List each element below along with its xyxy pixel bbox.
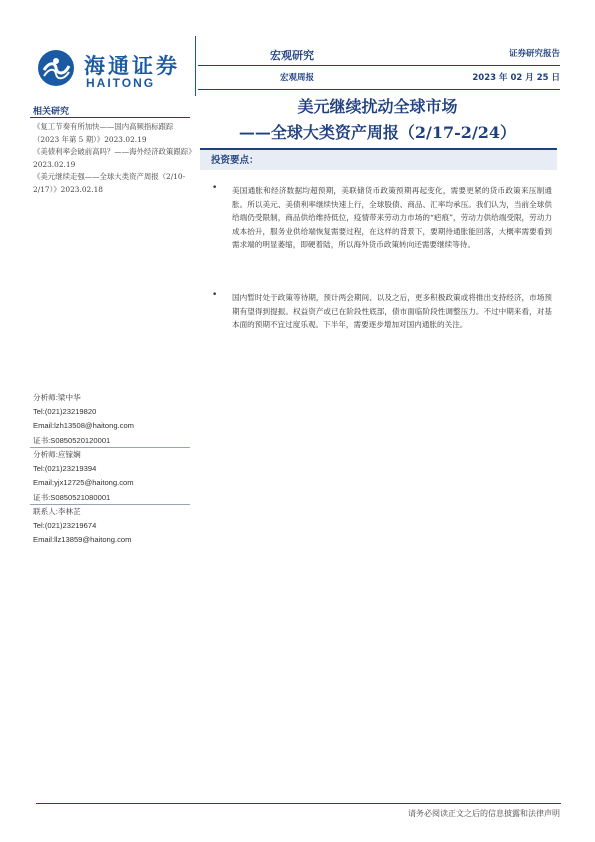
related-title-rule: [30, 117, 190, 118]
header-rule-bottom: [198, 89, 560, 90]
bullet-icon: •: [212, 183, 218, 193]
analyst-phone: Tel:(021)23219394: [33, 464, 97, 473]
contact-phone: Tel:(021)23219674: [33, 521, 97, 530]
report-subcategory: 宏观周报: [280, 73, 315, 83]
report-date: 2023 年 02 月 25 日: [472, 73, 560, 83]
bullet-icon: •: [212, 290, 218, 300]
analyst-cert: 证书:S0850521080001: [33, 493, 111, 502]
header-divider: [195, 36, 196, 96]
footer-rule: [36, 803, 561, 804]
analyst-phone: Tel:(021)23219820: [33, 407, 97, 416]
related-item[interactable]: 《美元继续走强——全球大类资产周报（2/10-2/17）》2023.02.18: [33, 172, 186, 194]
logo-wave-icon: [38, 50, 74, 86]
related-item[interactable]: 《美债利率会破前高吗？——海外经济政策跟踪》2023.02.19: [33, 147, 192, 169]
analyst-name: 分析师:应镓娴: [33, 450, 81, 459]
analyst-email[interactable]: Email:yjx12725@haitong.com: [33, 478, 134, 487]
contact-email[interactable]: Email:llz13859@haitong.com: [33, 535, 132, 544]
analyst-name: 分析师:梁中华: [33, 393, 81, 402]
summary-paragraph: 国内暂时处于政策等待期，预计两会期间、以及之后，更多积极政策或将推出支持经济，市场预期有望得到提振。权益资产或已在阶段性底部，债市面临阶段性调整压力。不过中期来看，对基本面的预期不宜过度乐观。下半年，需要逐步增加对国内通胀的关注。: [232, 293, 552, 329]
logo-mark: [38, 50, 74, 86]
report-title: 美元继续扰动全球市场: [297, 97, 458, 116]
related-item[interactable]: 《复工节奏有所加快——国内高频指标跟踪（2023 年第 5 期）》2023.02.19: [33, 122, 174, 144]
footer-disclaimer: 请务必阅读正文之后的信息披露和法律声明: [408, 809, 560, 818]
summary-label: 投资要点：: [211, 155, 259, 166]
header-rule-top: [198, 65, 560, 66]
report-category: 宏观研究: [270, 49, 314, 62]
brand-name-cn: 海通证券: [84, 53, 180, 78]
related-research-title: 相关研究: [33, 107, 70, 117]
report-subtitle: ——全球大类资产周报（2/17-2/24）: [238, 123, 517, 142]
analyst-cert: 证书:S0850520120001: [33, 436, 111, 445]
brand-name-en: HAITONG: [86, 76, 156, 90]
analyst-divider: [30, 504, 190, 505]
analyst-email[interactable]: Email:lzh13508@haitong.com: [33, 421, 134, 430]
report-type: 证券研究报告: [508, 49, 560, 59]
summary-paragraph: 美国通胀和经济数据均超预期，美联储货币政策预期再起变化，需要更紧的货币政策来压制通胀。所以美元、美债利率继续快速上行，全球股债、商品、汇率均承压。我们认为，当前全球供给端仍受限制，商品供给维持低位，疫情带来劳动力市场的“疤痕”，劳动力供给端受限，劳动力成本抬升，服务业供给端恢复需要过程，在这样的背景下，要期待通胀能回落，大概率需要看到需求端的明显萎缩，即硬着陆，所以海外货币政策转向还需要继续等待。: [232, 186, 552, 249]
contact-name: 联系人:李林芷: [33, 507, 81, 516]
analyst-divider: [30, 447, 190, 448]
